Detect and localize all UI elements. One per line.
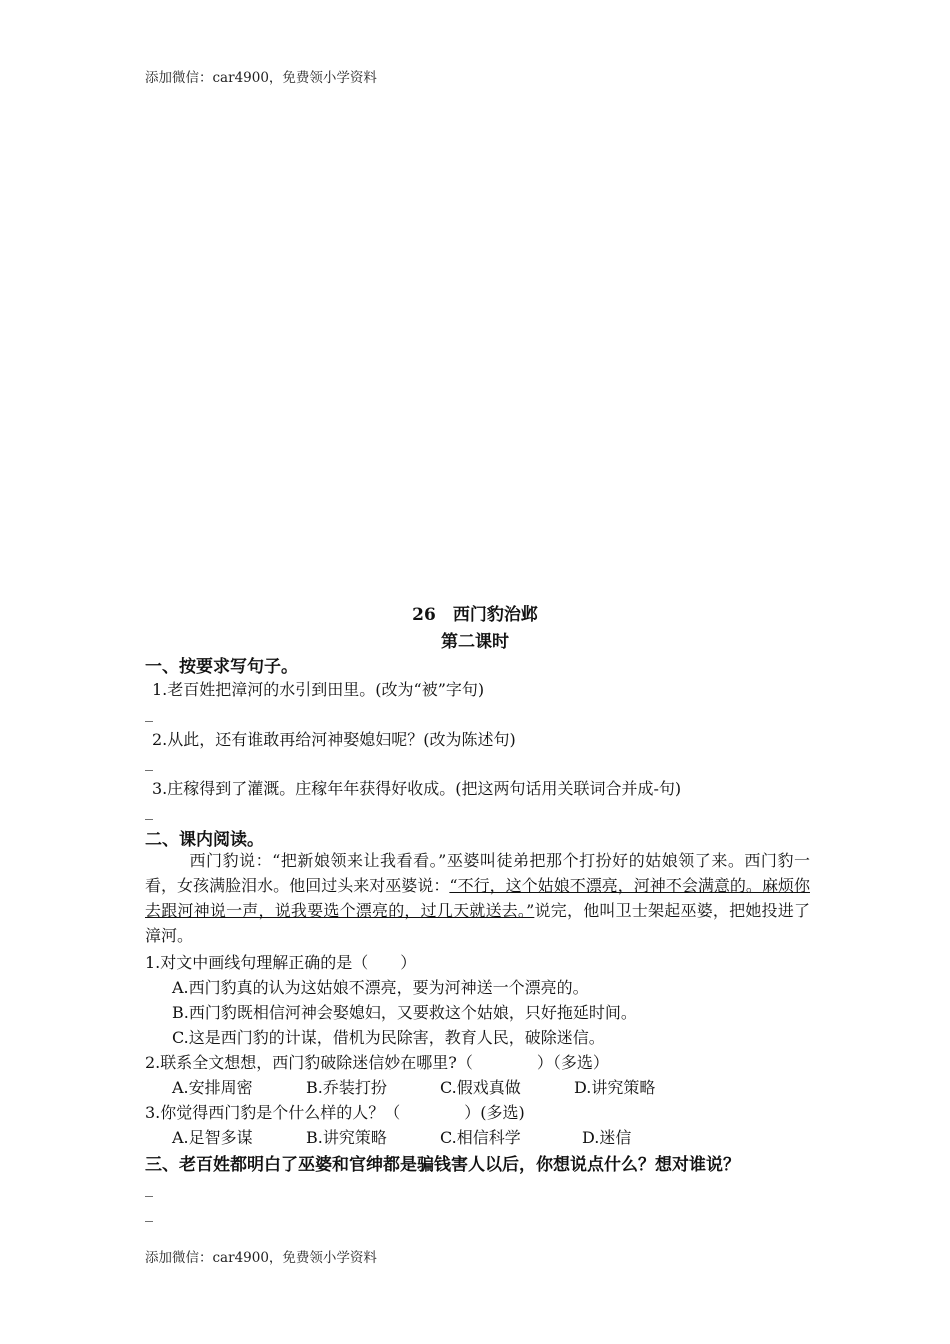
reading-passage	[145, 848, 810, 948]
section3-heading: 三、老百姓都明白了巫婆和官绅都是骗钱害人以后，你想说点什么？想对谁说？	[145, 1155, 740, 1175]
reading-q3-option-a: A.足智多谋	[172, 1128, 253, 1147]
reading-q3-option-d: D.迷信	[582, 1128, 632, 1147]
reading-q2-option-a: A.安排周密	[172, 1078, 253, 1097]
answer-blank-5: _	[145, 1203, 153, 1222]
reading-q1-option-a: A.西门豹真的认为这姑娘不漂亮，要为河神送一个漂亮的。	[172, 978, 589, 997]
reading-question-1: 1.对文中画线句理解正确的是（ ）	[145, 953, 417, 972]
page-subtitle: 第二课时	[441, 632, 509, 652]
reading-q1-option-b: B.西门豹既相信河神会娶媳妇，又要救这个姑娘，只好拖延时间。	[172, 1003, 637, 1022]
reading-question-2: 2.联系全文想想，西门豹破除迷信妙在哪里?（ ）（多选）	[145, 1053, 609, 1072]
reading-q2-option-d: D.讲究策略	[574, 1078, 656, 1097]
section1-heading: 一、按要求写句子。	[145, 657, 298, 677]
reading-q2-option-c: C.假戏真做	[440, 1078, 521, 1097]
passage-underlined-sentence: “不行，这个姑娘不漂亮，河神不会满意的。麻烦你去跟河神说一声，说我要选个漂亮的，过几天就送去。”	[145, 876, 810, 920]
answer-blank-1: _	[145, 703, 153, 722]
passage-text-end: 说完，他叫卫士架起巫婆，把她投进了漳河。	[145, 901, 810, 945]
section1-question-3: 3.庄稼得到了灌溉。庄稼年年获得好收成。(把这两句话用关联词合并成-句)	[152, 779, 682, 798]
answer-blank-3: _	[145, 801, 153, 820]
passage-text: 西门豹说：“把新娘领来让我看看。”巫婆叫徒弟把那个打扮好的姑娘领了来。西门豹一看，女孩满脸泪水。他回过头来对巫婆说：	[145, 851, 810, 895]
page-header: 添加微信：car4900，免费领小学资料	[145, 70, 377, 86]
answer-blank-2: _	[145, 752, 153, 771]
page-footer: 添加微信：car4900，免费领小学资料	[145, 1250, 377, 1266]
section1-question-1: 1.老百姓把漳河的水引到田里。(改为“被”字句)	[152, 680, 485, 699]
page-title: 26 西门豹治邺	[412, 605, 538, 625]
reading-question-3: 3.你觉得西门豹是个什么样的人？（ ）(多选)	[145, 1103, 525, 1122]
reading-q2-option-b: B.乔装打扮	[306, 1078, 387, 1097]
section1-question-2: 2.从此，还有谁敢再给河神娶媳妇呢？(改为陈述句)	[152, 730, 516, 749]
reading-q1-option-c: C.这是西门豹的计谋，借机为民除害，教育人民，破除迷信。	[172, 1028, 605, 1047]
section2-heading: 二、课内阅读。	[145, 830, 264, 850]
answer-blank-4: _	[145, 1178, 153, 1197]
reading-q3-option-c: C.相信科学	[440, 1128, 521, 1147]
reading-q3-option-b: B.讲究策略	[306, 1128, 387, 1147]
